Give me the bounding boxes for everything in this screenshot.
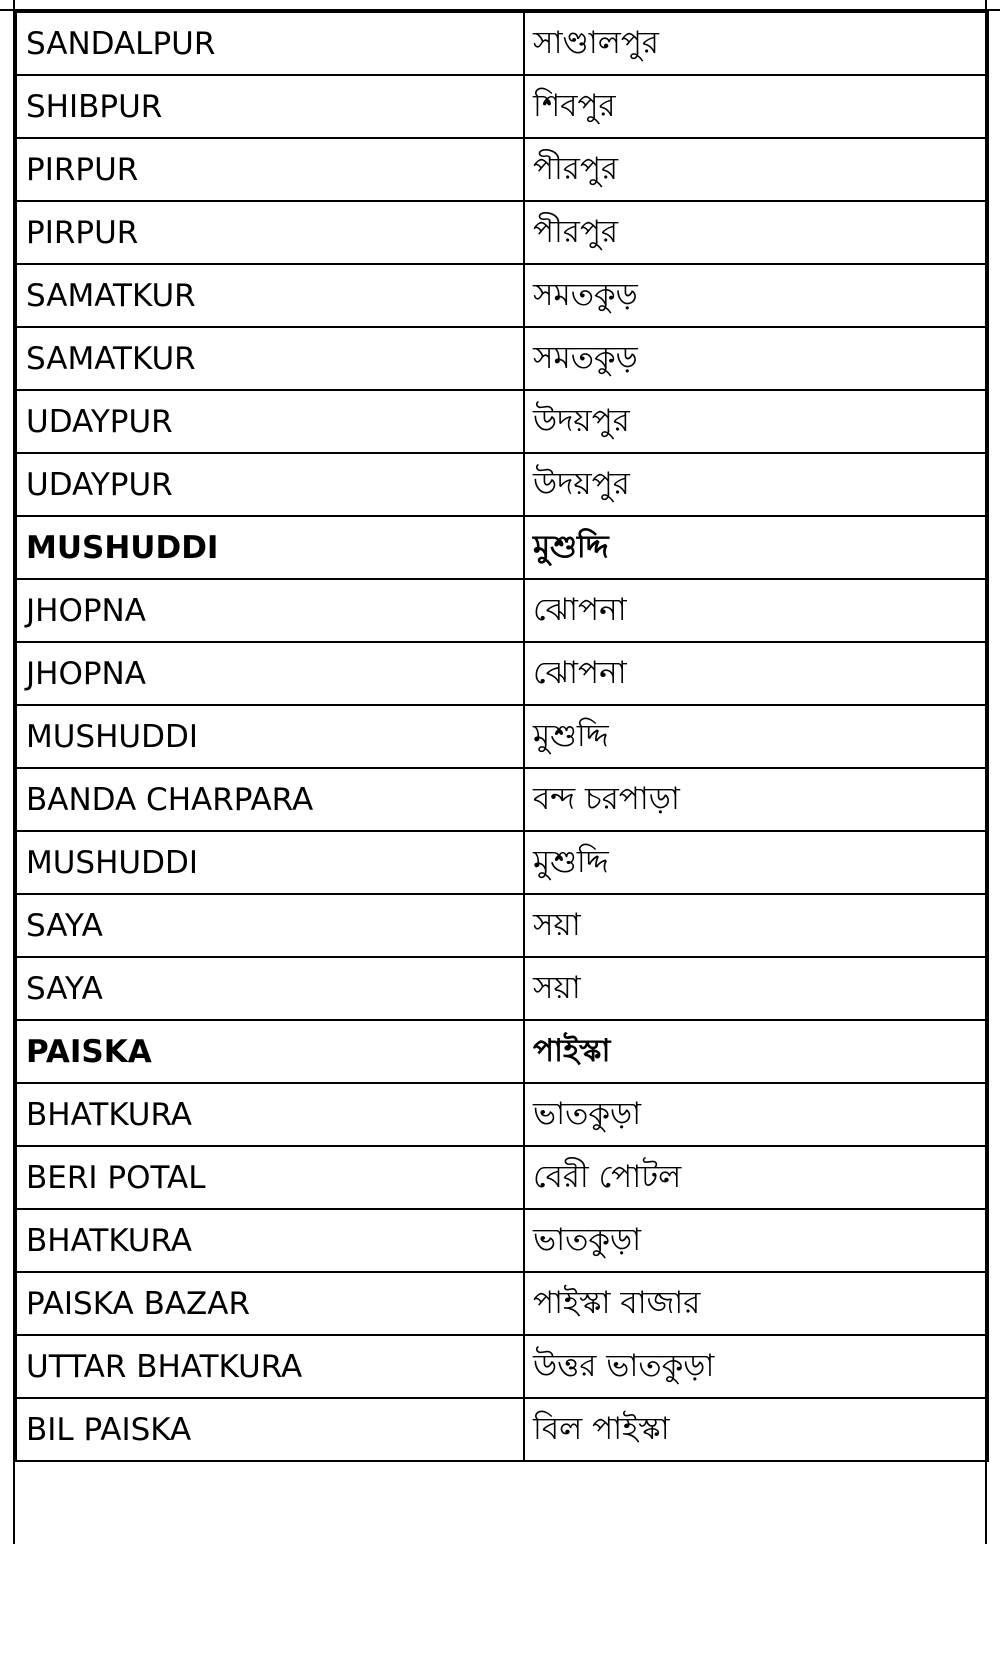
english-name-cell: UDAYPUR	[16, 453, 524, 516]
english-name-cell: MUSHUDDI	[16, 516, 524, 579]
bengali-name-cell: সয়া	[524, 894, 988, 957]
english-name-cell: MUSHUDDI	[16, 831, 524, 894]
english-name-cell: SAYA	[16, 957, 524, 1020]
english-name-cell: PIRPUR	[16, 201, 524, 264]
table-top-border	[0, 0, 1000, 11]
english-name-cell: BERI POTAL	[16, 1146, 524, 1209]
bengali-name-cell: সয়া	[524, 957, 988, 1020]
bengali-name-cell: সাণ্ডালপুর	[524, 12, 988, 75]
bengali-name-cell: মুশুদ্দি	[524, 516, 988, 579]
bengali-name-cell: পাইস্কা	[524, 1020, 988, 1083]
table-row	[16, 768, 988, 831]
bengali-name-cell: ভাতকুড়া	[524, 1209, 988, 1272]
table-row	[16, 1020, 988, 1083]
table-row	[16, 831, 988, 894]
bengali-name-cell: ঝোপনা	[524, 642, 988, 705]
english-name-cell: BIL PAISKA	[16, 1398, 524, 1461]
table-row	[16, 12, 988, 75]
english-name-cell: MUSHUDDI	[16, 705, 524, 768]
bengali-name-cell: সমতকুড়	[524, 327, 988, 390]
english-name-cell: BHATKURA	[16, 1209, 524, 1272]
english-name-cell: UTTAR BHATKURA	[16, 1335, 524, 1398]
english-name-cell: PAISKA	[16, 1020, 524, 1083]
bengali-name-cell: সমতকুড়	[524, 264, 988, 327]
bengali-name-cell: পাইস্কা বাজার	[524, 1272, 988, 1335]
table-row	[16, 453, 988, 516]
table-row	[16, 1335, 988, 1398]
bengali-name-cell: বেরী পোটল	[524, 1146, 988, 1209]
english-name-cell: BANDA CHARPARA	[16, 768, 524, 831]
table-row	[16, 1272, 988, 1335]
table-row	[16, 579, 988, 642]
english-name-cell: SHIBPUR	[16, 75, 524, 138]
english-name-cell: JHOPNA	[16, 642, 524, 705]
table-body	[16, 12, 988, 1461]
table-row	[16, 264, 988, 327]
table-row	[16, 138, 988, 201]
bengali-name-cell: ঝোপনা	[524, 579, 988, 642]
table-row	[16, 1398, 988, 1461]
table-row	[16, 957, 988, 1020]
table-row	[16, 1209, 988, 1272]
bengali-name-cell: উত্তর ভাতকুড়া	[524, 1335, 988, 1398]
bengali-name-cell: পীরপুর	[524, 138, 988, 201]
bengali-name-cell: বিল পাইস্কা	[524, 1398, 988, 1461]
english-name-cell: JHOPNA	[16, 579, 524, 642]
english-name-cell: BHATKURA	[16, 1083, 524, 1146]
table-row	[16, 516, 988, 579]
bengali-name-cell: উদয়পুর	[524, 390, 988, 453]
table-row	[16, 1146, 988, 1209]
table-row	[16, 75, 988, 138]
table-row	[16, 894, 988, 957]
english-name-cell: SAMATKUR	[16, 327, 524, 390]
table-row	[16, 390, 988, 453]
table-row	[16, 201, 988, 264]
english-name-cell: SAYA	[16, 894, 524, 957]
english-name-cell: UDAYPUR	[16, 390, 524, 453]
table-left-edge	[0, 0, 15, 1544]
place-name-table	[15, 11, 989, 1462]
english-name-cell: PIRPUR	[16, 138, 524, 201]
bengali-name-cell: মুশুদ্দি	[524, 705, 988, 768]
bengali-name-cell: বন্দ চরপাড়া	[524, 768, 988, 831]
bengali-name-cell: পীরপুর	[524, 201, 988, 264]
table-row	[16, 1083, 988, 1146]
bengali-name-cell: মুশুদ্দি	[524, 831, 988, 894]
bengali-name-cell: ভাতকুড়া	[524, 1083, 988, 1146]
table-row	[16, 327, 988, 390]
bengali-name-cell: শিবপুর	[524, 75, 988, 138]
english-name-cell: PAISKA BAZAR	[16, 1272, 524, 1335]
blank-area	[0, 1544, 1000, 1659]
english-name-cell: SANDALPUR	[16, 12, 524, 75]
english-name-cell: SAMATKUR	[16, 264, 524, 327]
bengali-name-cell: উদয়পুর	[524, 453, 988, 516]
table-row	[16, 705, 988, 768]
table-row	[16, 642, 988, 705]
